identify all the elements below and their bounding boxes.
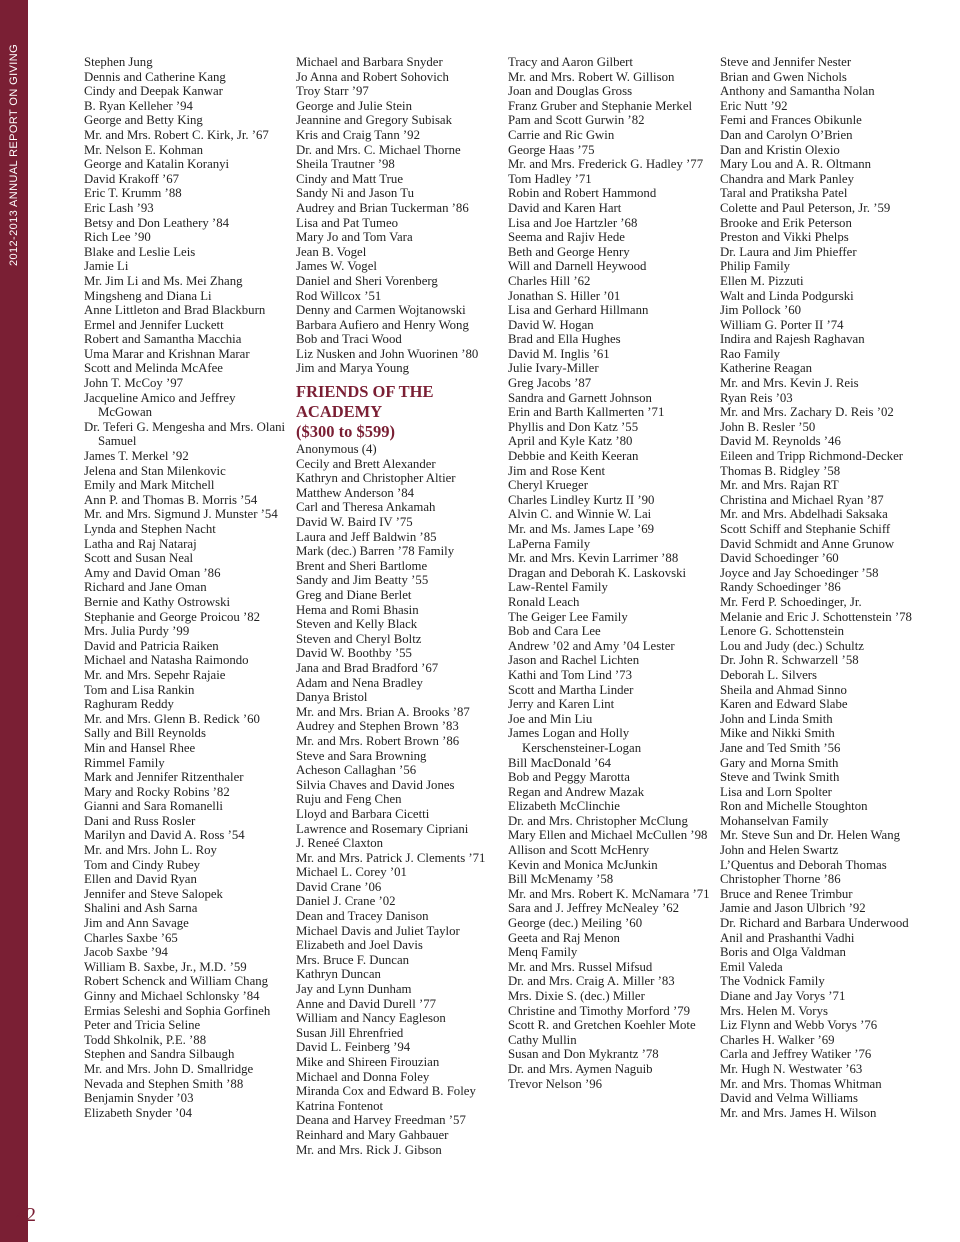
donor-name: Mr. Nelson E. Kohman [84,142,204,157]
donor-name: Sandy Ni and Jason Tu [296,186,415,201]
donor-name: Steven and Kelly Black [296,617,418,632]
donor-list-continued [296,55,501,376]
donor-name: David W. Hogan [508,317,594,332]
donor-name: Taral and Pratiksha Patel [720,186,848,201]
donor-name: Dr. John R. Schwarzell ’58 [720,653,859,668]
donor-name: Kathryn and Christopher Altier [296,471,456,486]
donor-name: Mr. and Mrs. Kevin Larrimer ’88 [508,551,679,566]
donor-name: Jeannine and Gregory Subisak [296,113,453,128]
donor-name: Jane and Ted Smith ’56 [720,740,841,755]
donor-name: Bernie and Kathy Ostrowski [84,594,231,609]
donor-name: Michael and Donna Foley [296,1069,430,1084]
donor-name: Lisa and Pat Tumeo [296,215,399,230]
donor-name: Stephen Jung [84,55,153,69]
donor-name: Anthony and Samantha Nolan [720,84,875,99]
donor-name: Lou and Judy (dec.) Schultz [720,638,864,653]
donor-name: Robert Schenck and William Chang [84,974,269,989]
donor-name: Tom Hadley ’71 [508,171,592,186]
donor-name: Dragan and Deborah K. Laskovski [508,565,687,580]
donor-name: Jacob Saxbe ’94 [84,945,168,960]
donor-name: Mr. Steve Sun and Dr. Helen Wang [720,828,900,843]
donor-name: David Schmidt and Anne Grunow [720,536,895,551]
section-title: FRIENDS OF THE ACADEMY [296,382,434,422]
donor-name: Scott Schiff and Stephanie Schiff [720,522,891,536]
donor-name: Jim and Rose Kent [508,463,606,478]
donor-name: Mr. Hugh N. Westwater ’63 [720,1061,863,1076]
donor-name: Susan and Don Mykrantz ’78 [508,1047,659,1062]
donor-name: Rao Family [720,346,781,361]
donor-name: Mingsheng and Diana Li [84,288,212,303]
donor-name: Steven and Cheryl Boltz [296,631,422,646]
donor-name: The Geiger Lee Family [508,609,628,624]
donor-name: Bruce and Renee Trimbur [720,886,853,901]
donor-name: Dan and Kristin Olexio [720,142,840,157]
donor-name: Lynda and Stephen Nacht [84,522,216,536]
donor-name: Brent and Sheri Bartlome [296,558,428,573]
donor-name: Mr. and Mrs. Abdelhadi Saksaka [720,507,888,522]
donor-name: David M. Reynolds ’46 [720,434,841,449]
donor-name: Mary Lou and A. R. Oltmann [720,157,872,172]
donor-name: John B. Resler ’50 [720,419,816,434]
donor-name: Mary Jo and Tom Vara [296,230,413,245]
donor-name: Latha and Raj Nataraj [84,536,197,551]
donor-name: Julie Ivary-Miller [508,361,599,376]
donor-name: Mrs. Julia Purdy ’99 [84,624,190,639]
donor-name: Walt and Linda Podgurski [720,288,854,303]
donor-name: Kathryn Duncan [296,967,381,982]
donor-name: Miranda Cox and Edward B. Foley [296,1084,476,1099]
donor-name: George (dec.) Meiling ’60 [508,916,643,931]
donor-name: Randy Schoedinger ’86 [720,580,841,595]
donor-name: Sandra and Garnett Johnson [508,390,652,405]
donor-name: Sheila and Ahmad Sinno [720,682,847,697]
donor-name: John T. McCoy ’97 [84,376,184,391]
donor-name: William G. Porter II ’74 [720,317,844,332]
donor-name: Laura and Jeff Baldwin ’85 [296,529,437,544]
donor-name: Charles H. Walker ’69 [720,1032,835,1047]
donor-name: David M. Inglis ’61 [508,346,610,361]
donor-name: Thomas B. Ridgley ’58 [720,463,841,478]
donor-name: David W. Boothby ’55 [296,646,412,661]
donor-name: Scott and Melinda McAfee [84,361,223,376]
donor-name: Mr. and Mrs. Frederick G. Hadley ’77 [508,157,704,172]
donor-name: Elizabeth McClinchie [508,799,620,814]
donor-name: Mr. and Mrs. James H. Wilson [720,1105,877,1120]
donor-name: Amy and David Oman ’86 [84,565,221,580]
donor-name: Silvia Chaves and David Jones [296,777,455,792]
page-number: 42 [16,1204,36,1226]
donor-name: Geeta and Raj Menon [508,930,620,945]
donor-name: Regan and Andrew Mazak [508,784,645,799]
donor-name: Dr. Richard and Barbara Underwood [720,916,909,931]
donor-name: Michael and Natasha Raimondo [84,653,249,668]
donor-name: James W. Vogel [296,259,377,274]
donor-name: David and Karen Hart [508,200,622,215]
donor-name: Mr. Jim Li and Ms. Mei Zhang [84,273,243,288]
donor-name: Marilyn and David A. Ross ’54 [84,828,245,843]
donor-name: Robin and Robert Hammond [508,186,657,201]
donor-name: Kathi and Tom Lind ’73 [508,667,632,682]
donor-name: Audrey and Brian Tuckerman ’86 [296,200,469,215]
donor-name: Dr. and Mrs. Craig A. Miller ’83 [508,974,675,989]
donor-name: Mr. and Ms. James Lape ’69 [508,522,655,536]
donor-name: Elizabeth and Joel Davis [296,938,423,953]
donor-name: David and Patricia Raiken [84,638,219,653]
donor-name: Mr. and Mrs. Robert K. McNamara ’71 [508,886,710,901]
donor-name: Mr. and Mrs. Kevin J. Reis [720,376,859,391]
donor-name: Tom and Lisa Rankin [84,682,195,697]
donor-name: Dr. Laura and Jim Phieffer [720,244,857,259]
donor-name: Deana and Harvey Freedman ’57 [296,1113,466,1128]
donor-name: Gianni and Sara Romanelli [84,799,223,814]
donor-name: Jerry and Karen Lint [508,697,615,712]
donor-name: Jacqueline Amico and Jeffrey McGowan [84,390,236,420]
donor-name: David W. Baird IV ’75 [296,515,413,530]
donor-name: Jason and Rachel Lichten [508,653,640,668]
donor-name: Brian and Gwen Nichols [720,69,847,84]
donor-name: Kevin and Monica McJunkin [508,857,658,872]
donor-name: Sandy and Jim Beatty ’55 [296,573,429,588]
donor-name: Joe and Min Liu [508,711,593,726]
donor-name: Alvin C. and Winnie W. Lai [508,507,652,522]
donor-name: Mr. and Mrs. Rick J. Gibson [296,1142,442,1157]
donor-name: Sheila Trautner ’98 [296,157,395,172]
donor-name: Mr. and Mrs. Robert Brown ’86 [296,733,460,748]
donor-name: Allison and Scott McHenry [508,843,650,858]
donor-name: Tracy and Aaron Gilbert [508,55,633,69]
donor-name: Jay and Lynn Dunham [296,982,412,997]
donor-name: Kris and Craig Tann ’92 [296,127,420,142]
donor-name: William and Nancy Eagleson [296,1011,446,1026]
donor-name: Melanie and Eric J. Schottenstein ’78 [720,609,912,624]
donor-name: Mark and Jennifer Ritzenthaler [84,770,244,785]
donor-name: L’Quentus and Deborah Thomas [720,857,887,872]
donor-name: Diane and Jay Vorys ’71 [720,989,846,1003]
donor-name: Andrew ’02 and Amy ’04 Lester [508,638,675,653]
donor-name: Lenore G. Schottenstein [720,624,845,639]
donor-name: Hema and Romi Bhasin [296,602,419,617]
donor-name: Beth and George Henry [508,244,630,259]
donor-name: James T. Merkel ’92 [84,449,189,464]
donor-name: Mark (dec.) Barren ’78 Family [296,544,455,559]
donor-name: Carrie and Ric Gwin [508,127,615,142]
donor-name: Jamie and Jason Ulbrich ’92 [720,901,866,916]
donor-name: George and Katalin Koranyi [84,157,230,172]
donor-name: Mr. and Mrs. John D. Smallridge [84,1061,254,1076]
donor-name: Boris and Olga Valdman [720,945,846,960]
donor-name: Carla and Jeffrey Watiker ’76 [720,1047,872,1062]
donor-name: Katrina Fontenot [296,1098,384,1113]
donor-name: Ginny and Michael Schlonsky ’84 [84,989,260,1003]
donor-name: Mary Ellen and Michael McCullen ’98 [508,828,708,843]
donor-name: Dani and Russ Rosler [84,813,196,828]
donor-name: Ellen M. Pizzuti [720,273,804,288]
donor-name: Eric T. Krumm ’88 [84,186,182,201]
donor-name: Mrs. Helen M. Vorys [720,1003,828,1018]
donor-name: Matthew Anderson ’84 [296,485,414,500]
donor-name: Seema and Rajiv Hede [508,230,625,245]
donor-name: Mr. and Mrs. Zachary D. Reis ’02 [720,405,894,420]
donor-name: Ryan Reis ’03 [720,390,793,405]
donor-name: Dennis and Catherine Kang [84,69,226,84]
donor-name: Uma Marar and Krishnan Marar [84,346,250,361]
donor-name: Erin and Barth Kallmerten ’71 [508,405,665,420]
donor-name: Bob and Peggy Marotta [508,770,630,785]
donor-list-friends [296,442,501,1157]
donor-name: Michael Davis and Juliet Taylor [296,923,460,938]
sidebar-band [0,0,28,1242]
donor-name: Mr. and Mrs. Rajan RT [720,478,839,493]
donor-name: Jim and Marya Young [296,361,410,376]
donor-name: Greg Jacobs ’87 [508,376,592,391]
donor-column-1 [84,55,289,1120]
donor-name: Daniel and Sheri Vorenberg [296,273,438,288]
donor-name: Susan Jill Ehrenfried [296,1025,404,1040]
donor-name: Barbara Aufiero and Henry Wong [296,317,469,332]
donor-name: Charles Hill ’62 [508,273,591,288]
donor-name: Indira and Rajesh Raghavan [720,332,865,347]
donor-name: Richard and Jane Oman [84,580,207,595]
donor-name: J. Reneé Claxton [296,836,384,851]
donor-name: Brad and Ella Hughes [508,332,621,347]
donor-name: Chandra and Mark Panley [720,171,854,186]
donor-name: Scott and Martha Linder [508,682,634,697]
donor-name: Danya Bristol [296,690,368,705]
donor-name: Mrs. Bruce F. Duncan [296,952,410,967]
report-title: 2012-2013 ANNUAL REPORT ON GIVING [8,43,20,267]
donor-name: David Schoedinger ’60 [720,551,839,566]
donor-name: David Krakoff ’67 [84,171,180,186]
donor-name: Mr. and Mrs. Sigmund J. Munster ’54 [84,507,278,522]
donor-name: Anil and Prashanthi Vadhi [720,930,855,945]
donor-name: Rod Willcox ’51 [296,288,382,303]
donor-name: April and Kyle Katz ’80 [508,434,633,449]
section-range: ($300 to $599) [296,422,395,442]
donor-name: Cathy Mullin [508,1032,577,1047]
donor-name: Colette and Paul Peterson, Jr. ’59 [720,200,891,215]
donor-name: Mike and Shireen Firouzian [296,1055,440,1069]
donor-name: Katherine Reagan [720,361,813,376]
donor-name: Jamie Li [84,259,129,274]
donor-name: Stephanie and George Proicou ’82 [84,609,261,624]
donor-name: Todd Shkolnik, P.E. ’88 [84,1032,207,1047]
donor-name: LaPerna Family [508,536,591,551]
donor-name: Charles Saxbe ’65 [84,930,178,945]
donor-name: The Vodnick Family [720,974,825,989]
donor-name: Nevada and Stephen Smith ’88 [84,1076,244,1091]
donor-name: Benjamin Snyder ’03 [84,1091,194,1106]
donor-name: Bill McMenamy ’58 [508,872,614,887]
donor-name: Mohanselvan Family [720,813,829,828]
donor-name: Anne Littleton and Brad Blackburn [84,303,266,318]
donor-name: Preston and Vikki Phelps [720,230,849,245]
donor-name: Debbie and Keith Keeran [508,449,639,464]
donor-name: Jelena and Stan Milenkovic [84,463,226,478]
donor-column-3 [508,55,713,1091]
donor-name: Jana and Brad Bradford ’67 [296,660,439,675]
donor-name: Charles Lindley Kurtz II ’90 [508,492,655,507]
donor-name: Deborah L. Silvers [720,667,818,682]
donor-name: Reinhard and Mary Gahbauer [296,1127,449,1142]
donor-name: Trevor Nelson ’96 [508,1076,603,1091]
donor-name: Jean B. Vogel [296,244,367,259]
donor-name: Mr. and Mrs. Glenn B. Redick ’60 [84,711,260,726]
donor-name: Michael and Barbara Snyder [296,55,443,69]
donor-name: Eric Lash ’93 [84,200,154,215]
donor-name: Bill MacDonald ’64 [508,755,612,770]
donor-name: Anne and David Durell ’77 [296,996,437,1011]
donor-name: Dr. and Mrs. Christopher McClung [508,813,688,828]
donor-name: Scott and Susan Neal [84,551,194,566]
donor-name: Betsy and Don Leathery ’84 [84,215,229,230]
donor-name: Sara and J. Jeffrey McNealey ’62 [508,901,680,916]
donor-name: Audrey and Stephen Brown ’83 [296,719,459,734]
donor-name: Dean and Tracey Danison [296,909,429,924]
donor-name: George and Julie Stein [296,98,412,113]
donor-name: Lawrence and Rosemary Cipriani [296,821,469,836]
donor-name: Ermel and Jennifer Luckett [84,317,224,332]
donor-name: Menq Family [508,945,578,960]
donor-name: Cecily and Brett Alexander [296,456,436,471]
donor-name: Cindy and Deepak Kanwar [84,84,223,99]
donor-name: Raghuram Reddy [84,697,174,712]
donor-name: Blake and Leslie Leis [84,244,196,259]
donor-name: Jim Pollock ’60 [720,303,802,318]
donor-name: Brooke and Erik Peterson [720,215,852,230]
donor-name: Liz Nusken and John Wuorinen ’80 [296,346,479,361]
donor-name: Femi and Frances Obikunle [720,113,862,128]
donor-name: Joyce and Jay Schoedinger ’58 [720,565,879,580]
donor-name: Rich Lee ’90 [84,230,151,245]
donor-name: Mr. and Mrs. Sepehr Rajaie [84,667,226,682]
donor-name: Franz Gruber and Stephanie Merkel [508,98,693,113]
donor-name: Dr. and Mrs. C. Michael Thorne [296,142,461,157]
donor-name: Sally and Bill Reynolds [84,726,206,741]
donor-name: Lisa and Lorn Spolter [720,784,832,799]
donor-name: Bob and Traci Wood [296,332,402,347]
donor-name: Eileen and Tripp Richmond-Decker [720,449,904,464]
donor-name: John and Linda Smith [720,711,833,726]
donor-name: Joan and Douglas Gross [508,84,633,99]
donor-name: Mr. and Mrs. Russel Mifsud [508,959,653,974]
donor-name: Anonymous (4) [296,442,377,457]
donor-name: Steve and Sara Browning [296,748,427,763]
donor-name: Jim and Ann Savage [84,916,189,931]
donor-name: Mr. and Mrs. Robert C. Kirk, Jr. ’67 [84,127,269,142]
donor-name: Mr. and Mrs. John L. Roy [84,843,217,858]
donor-name: Eric Nutt ’92 [720,98,788,113]
donor-name: Karen and Edward Slabe [720,697,848,712]
donor-name: John and Helen Swartz [720,843,839,858]
donor-name: William B. Saxbe, Jr., M.D. ’59 [84,959,247,974]
donor-name: Mr. Ferd P. Schoedinger, Jr. [720,594,862,609]
donor-name: James Logan and Holly Kerschensteiner-Logan [508,726,642,755]
donor-name: Robert and Samantha Macchia [84,332,242,347]
donor-name: Mr. and Mrs. Robert W. Gillison [508,69,675,84]
donor-name: Lloyd and Barbara Cicetti [296,806,430,821]
donor-name: Acheson Callaghan ’56 [296,763,417,778]
donor-column-2 [296,55,501,1157]
donor-name: Christine and Timothy Morford ’79 [508,1003,691,1018]
donor-name: Daniel J. Crane ’02 [296,894,396,909]
donor-name: Steve and Jennifer Nester [720,55,852,69]
donor-name: Shalini and Ash Sarna [84,901,198,916]
donor-name: Law-Rentel Family [508,580,608,595]
donor-name: Dr. Teferi G. Mengesha and Mrs. Olani Samuel [84,419,286,449]
donor-name: David and Velma Williams [720,1091,858,1106]
donor-name: Greg and Diane Berlet [296,588,412,602]
donor-name: Bob and Cara Lee [508,624,601,639]
donor-name: Min and Hansel Rhee [84,740,196,755]
donor-name: Carl and Theresa Ankamah [296,500,436,515]
donor-name: Rimmel Family [84,755,165,770]
donor-name: Ermias Seleshi and Sophia Gorfineh [84,1003,271,1018]
donor-name: David L. Feinberg ’94 [296,1040,411,1055]
donor-name: Lisa and Gerhard Hillmann [508,303,649,318]
donor-name: Adam and Nena Bradley [296,675,423,690]
donor-name: Dr. and Mrs. Aymen Naguib [508,1061,653,1076]
donor-name: Mr. and Mrs. Patrick J. Clements ’71 [296,850,486,865]
donor-name: Scott R. and Gretchen Koehler Mote [508,1018,696,1033]
donor-name: Philip Family [720,259,791,274]
donor-name: Mr. and Mrs. Thomas Whitman [720,1076,882,1091]
donor-name: Liz Flynn and Webb Vorys ’76 [720,1018,878,1033]
donor-name: B. Ryan Kelleher ’94 [84,98,193,113]
donor-name: Steve and Twink Smith [720,770,840,785]
donor-name: Ron and Michelle Stoughton [720,799,868,814]
donor-name: Jonathan S. Hiller ’01 [508,288,621,303]
donor-name: Gary and Morna Smith [720,755,839,770]
donor-name: Denny and Carmen Wojtanowski [296,303,466,318]
donor-name: David Crane ’06 [296,879,382,894]
donor-name: Peter and Tricia Seline [84,1018,201,1033]
donor-name: Tom and Cindy Rubey [84,857,201,872]
donor-name: Jennifer and Steve Salopek [84,886,223,901]
donor-name: Michael L. Corey ’01 [296,865,407,880]
donor-column-4 [720,55,925,1120]
donor-name: Christina and Michael Ryan ’87 [720,492,884,507]
donor-name: Phyllis and Don Katz ’55 [508,419,639,434]
donor-name: George Haas ’75 [508,142,595,157]
donor-name: Stephen and Sandra Silbaugh [84,1047,235,1062]
donor-name: Christopher Thorne ’86 [720,872,841,887]
donor-name: Mr. and Mrs. Brian A. Brooks ’87 [296,704,470,719]
donor-name: Emily and Mark Mitchell [84,478,215,493]
donor-name: Emil Valeda [720,959,783,974]
donor-name: Elizabeth Snyder ’04 [84,1105,193,1120]
donor-name: Lisa and Joe Hartzler ’68 [508,215,638,230]
donor-name: Jo Anna and Robert Sohovich [296,69,449,84]
donor-name: Pam and Scott Gurwin ’82 [508,113,645,128]
donor-name: Ann P. and Thomas B. Morris ’54 [84,492,258,507]
donor-name: Ronald Leach [508,594,580,609]
donor-name: George and Betty King [84,113,203,128]
donor-name: Mrs. Dixie S. (dec.) Miller [508,989,645,1003]
donor-name: Ruju and Feng Chen [296,792,402,807]
donor-name: Cheryl Krueger [508,478,588,493]
donor-name: Mike and Nikki Smith [720,726,835,741]
donor-name: Cindy and Matt True [296,171,404,186]
donor-name: Mary and Rocky Robins ’82 [84,784,230,799]
donor-name: Troy Starr ’97 [296,84,369,99]
donor-name: Dan and Carolyn O’Brien [720,127,853,142]
donor-name: Will and Darnell Heywood [508,259,647,274]
donor-name: Ellen and David Ryan [84,872,197,887]
